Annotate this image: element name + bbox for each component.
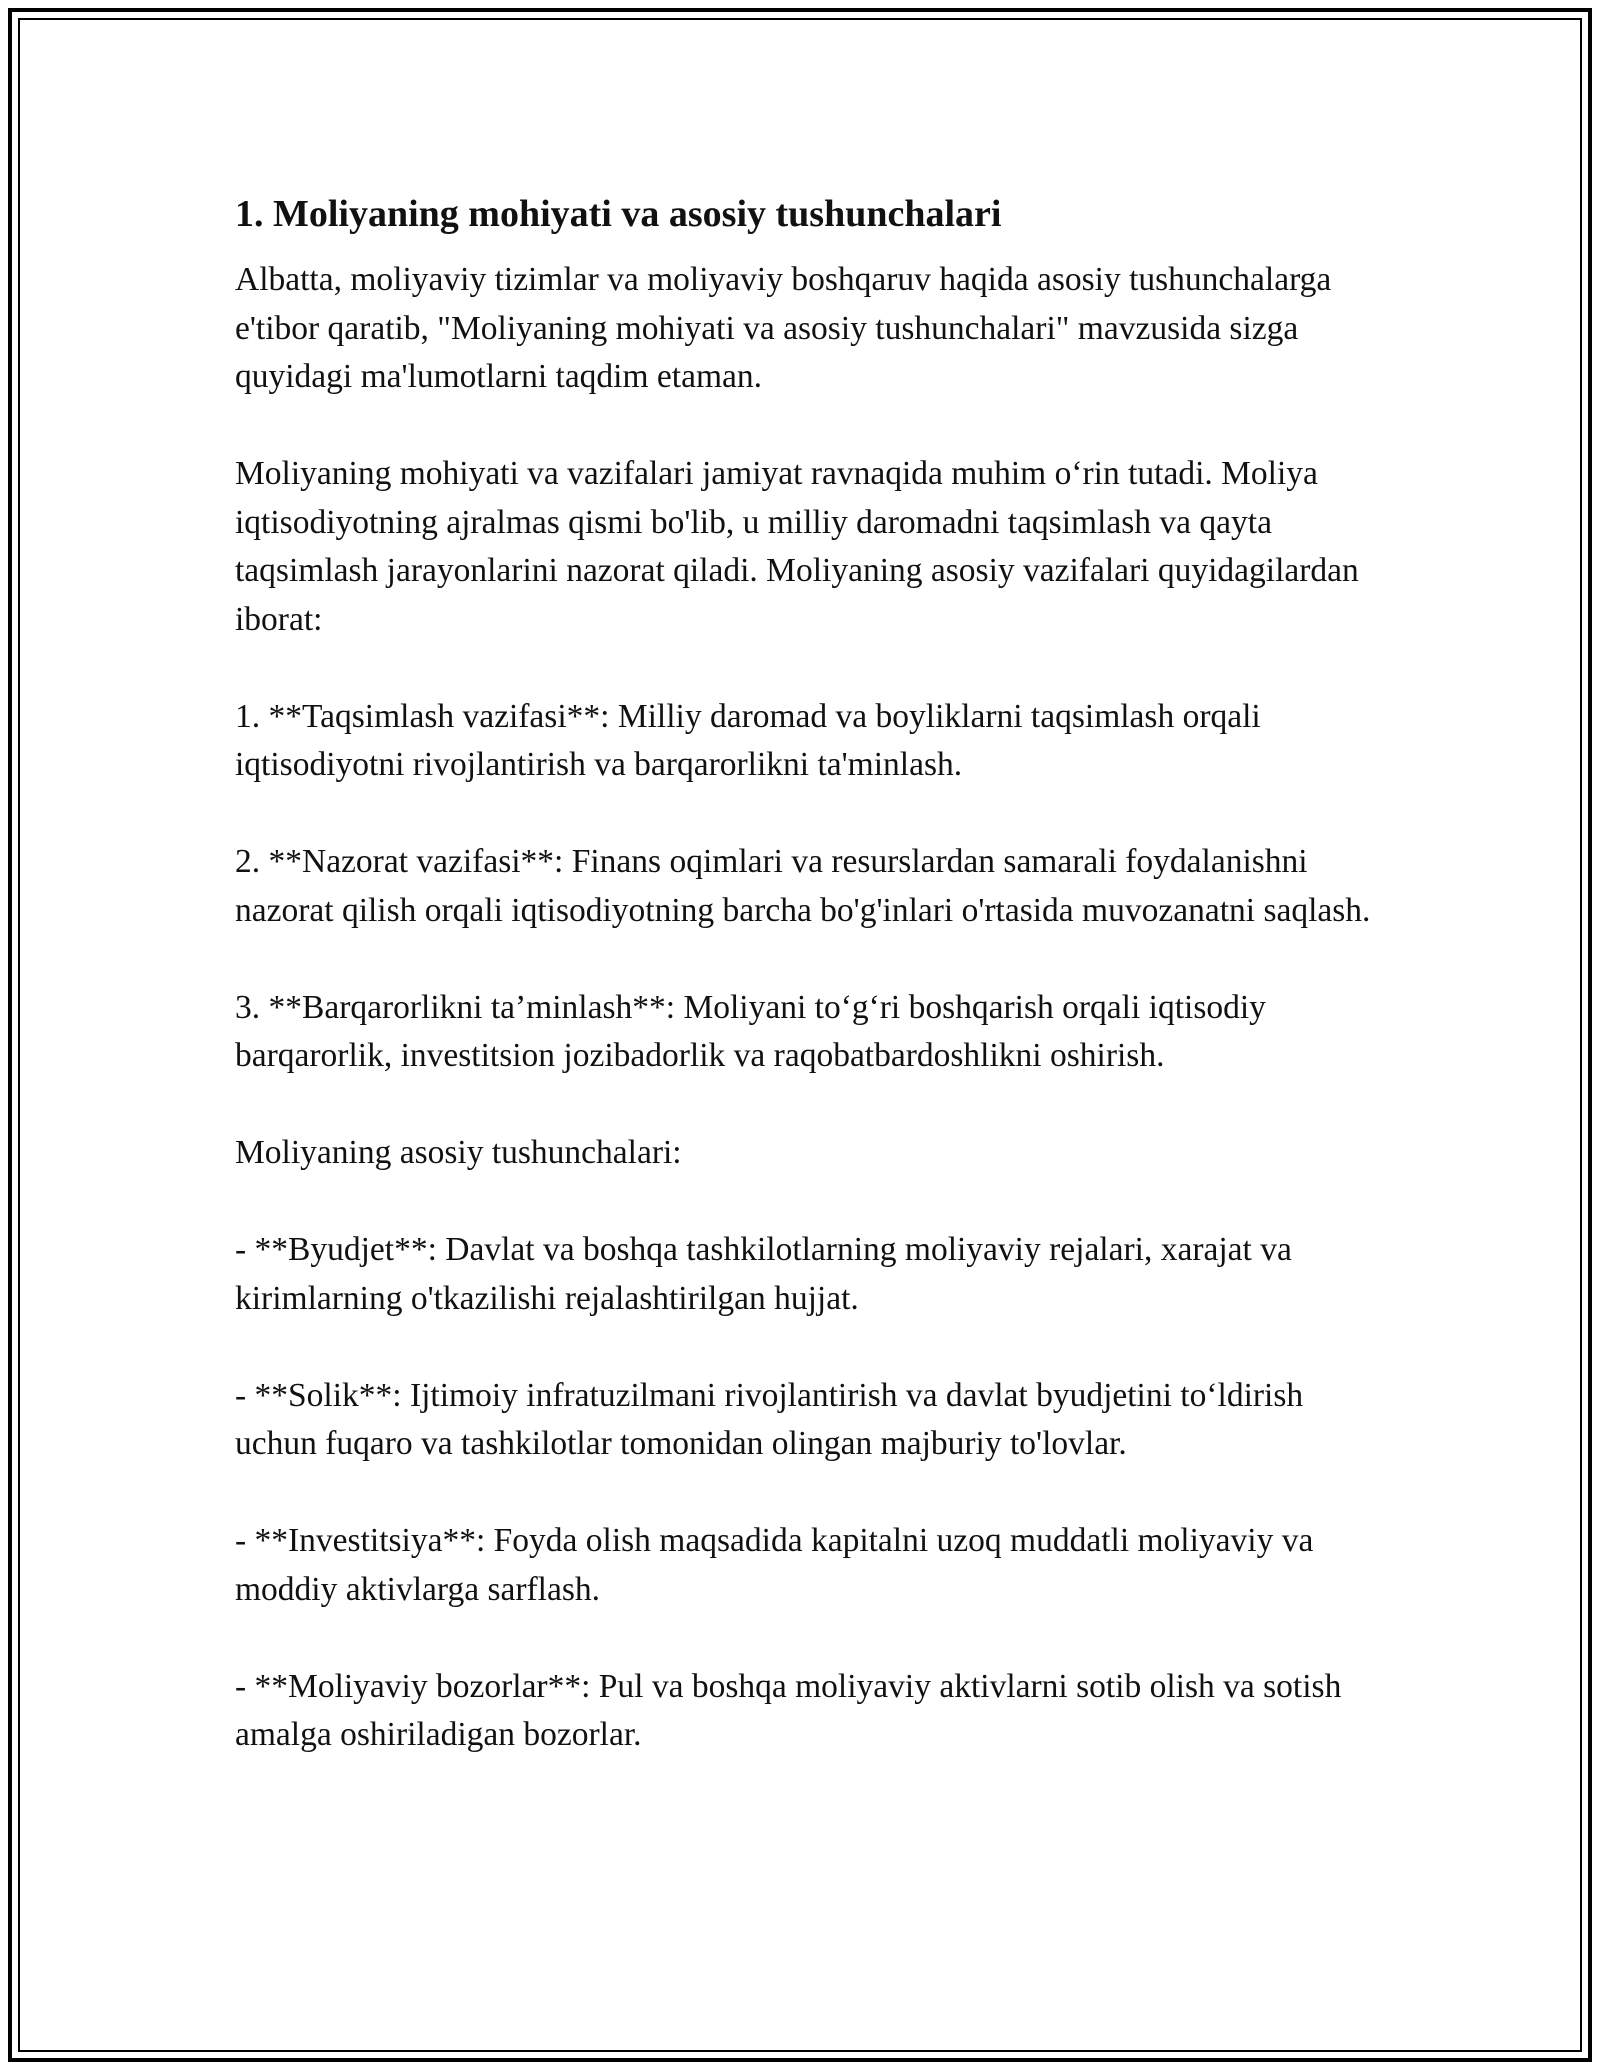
- concept-item-financial-markets: - **Moliyaviy bozorlar**: Pul va boshqa moliyaviy aktivlarni sotib olish va sotish amalga oshiriladigan bozorlar.: [235, 1667, 1350, 1753]
- concept-item-budget: - **Byudjet**: Davlat va boshqa tashkilotlarning moliyaviy rejalari, xarajat va kirimlarning o'tkazilishi rejalashtirilgan hujjat.: [235, 1231, 1301, 1317]
- concept-item-investment: - **Investitsiya**: Foyda olish maqsadida kapitalni uzoq muddatli moliyaviy va moddiy aktivlarga sarflash.: [235, 1522, 1322, 1608]
- concept-item-tax: - **Solik**: Ijtimoiy infratuzilmani rivojlantirish va davlat byudjetini to‘ldirish uchun fuqaro va tashkilotlar tomonidan olingan majburiy to'lovlar.: [235, 1376, 1312, 1462]
- function-item-distribution: 1. **Taqsimlash vazifasi**: Milliy daromad va boyliklarni taqsimlash orqali iqtisodiyotni rivojlantirish va barqarorlikni ta'minlash.: [235, 697, 1270, 783]
- essence-paragraph: Moliyaning mohiyati va vazifalari jamiyat ravnaqida muhim o‘rin tutadi. Moliya iqtisodiyotning ajralmas qismi bo'lib, u milliy daromadni taqsimlash va qayta taqsimlash jarayonlarini nazorat qiladi. Moliyaning asosiy vazifalari quyidagilardan iborat:: [235, 455, 1368, 638]
- concepts-heading: Moliyaning asosiy tushunchalari:: [235, 1134, 682, 1171]
- function-item-control: 2. **Nazorat vazifasi**: Finans oqimlari va resurslardan samarali foydalanishni nazorat qilish orqali iqtisodiyotning barcha bo'g'inlari o'rtasida muvozanatni saqlash.: [235, 843, 1371, 929]
- intro-paragraph: Albatta, moliyaviy tizimlar va moliyaviy boshqaruv haqida asosiy tushunchalarga e'tibor qaratib, "Moliyaning mohiyati va asosiy tushunchalari" mavzusida sizga quyidagi ma'lumotlarni taqdim etaman.: [235, 261, 1340, 395]
- document-body: [235, 186, 1375, 1808]
- function-item-stability: 3. **Barqarorlikni ta’minlash**: Moliyani to‘g‘ri boshqarish orqali iqtisodiy barqarorlik, investitsion jozibadorlik va raqobatbardoshlikni oshirish.: [235, 988, 1275, 1074]
- document-title: 1. Moliyaning mohiyati va asosiy tushunchalari: [235, 193, 1002, 235]
